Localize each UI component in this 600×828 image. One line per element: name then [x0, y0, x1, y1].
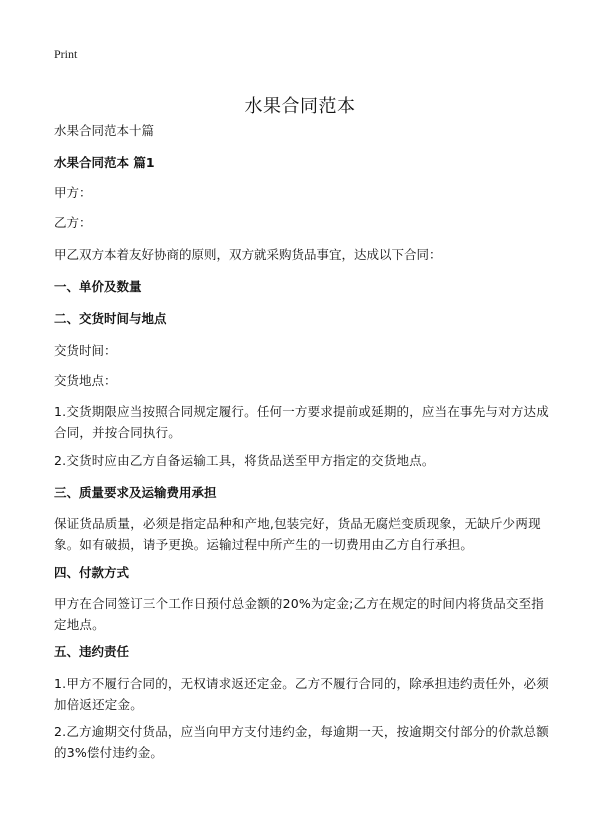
party-a: 甲方： — [54, 185, 92, 200]
section-5-paragraph-1: 1.甲方不履行合同的，无权请求返还定金。乙方不履行合同的，除承担违约责任外，必须加倍返还定金。 — [54, 676, 549, 712]
page-title: 水果合同范本 — [244, 96, 356, 118]
section-2-paragraph-2: 2.交货时应由乙方自备运输工具，将货品送至甲方指定的交货地点。 — [54, 453, 435, 468]
section-1-heading: 一、单价及数量 — [54, 279, 142, 294]
section-3-heading: 三、质量要求及运输费用承担 — [54, 485, 217, 500]
section-5-heading: 五、违约责任 — [54, 644, 130, 659]
section-2-heading: 二、交货时间与地点 — [54, 311, 167, 326]
delivery-place: 交货地点： — [54, 373, 117, 388]
section-5-paragraph-2: 2.乙方逾期交付货品，应当向甲方支付违约金，每逾期一天，按逾期交付部分的价款总额的3%偿付违约金。 — [54, 724, 549, 760]
party-b: 乙方： — [54, 215, 92, 230]
delivery-time: 交货时间： — [54, 343, 117, 358]
section-4-paragraph: 甲方在合同签订三个工作日预付总金额的20%为定金;乙方在规定的时间内将货品交至指定地点。 — [54, 596, 544, 632]
intro-paragraph: 甲乙双方本着友好协商的原则，双方就采购货品事宜，达成以下合同： — [54, 247, 442, 262]
contract-heading: 水果合同范本 篇1 — [54, 155, 155, 170]
subtitle: 水果合同范本十篇 — [54, 123, 155, 138]
print-link[interactable]: Print — [54, 47, 78, 61]
section-2-paragraph-1: 1.交货期限应当按照合同规定履行。任何一方要求提前或延期的，应当在事先与对方达成合同，并按合同执行。 — [54, 404, 549, 440]
section-3-paragraph: 保证货品质量，必须是指定品种和产地,包装完好，货品无腐烂变质现象，无缺斤少两现象。如有破损，请予更换。运输过程中所产生的一切费用由乙方自行承担。 — [54, 516, 541, 552]
section-4-heading: 四、付款方式 — [54, 565, 130, 580]
